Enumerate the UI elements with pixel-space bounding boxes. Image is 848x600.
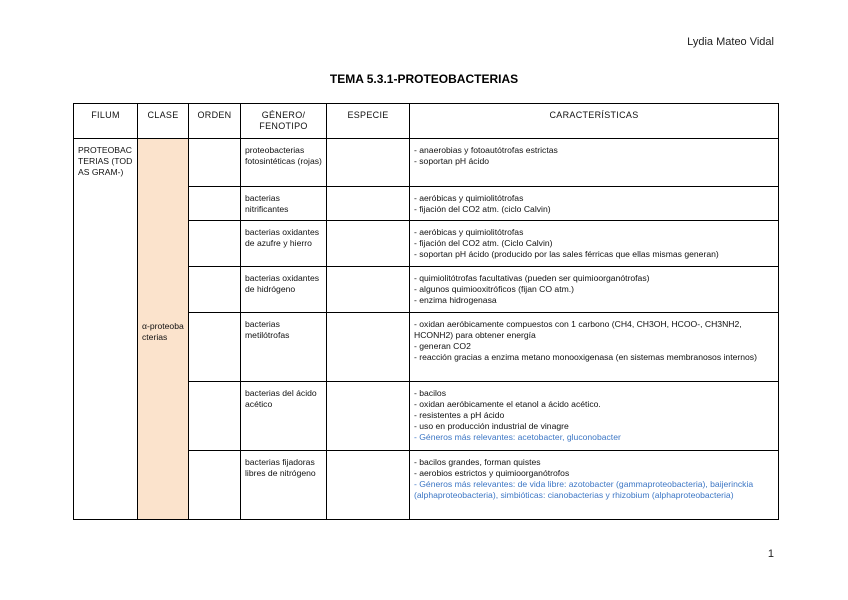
especie-cell	[327, 267, 410, 313]
especie-cell	[327, 139, 410, 187]
header-especie: ESPECIE	[327, 104, 410, 139]
caracteristicas-cell: - anaerobias y fotoautótrofas estrictas - soportan pH ácido	[410, 139, 779, 187]
orden-cell	[189, 187, 241, 221]
caracteristicas-cell: - bacilos grandes, forman quistes - aerobios estrictos y quimioorganótrofos - Géneros más relevantes: de vida libre: azotobacter (gammaproteobacteria), baijerinckia (alphaproteobacteria), simbióticas: cianobacterias y rhizobium (alphaproteobacteria)	[410, 451, 779, 520]
orden-cell	[189, 267, 241, 313]
orden-cell	[189, 451, 241, 520]
header-caracteristicas: CARACTERÍSTICAS	[410, 104, 779, 139]
document-title: TEMA 5.3.1-PROTEOBACTERIAS	[329, 72, 519, 86]
genero-cell: bacterias del ácido acético	[241, 382, 327, 451]
especie-cell	[327, 451, 410, 520]
header-clase: CLASE	[138, 104, 189, 139]
table-row	[74, 139, 779, 187]
proteobacteria-table	[73, 103, 779, 520]
orden-cell	[189, 382, 241, 451]
header-orden: ORDEN	[189, 104, 241, 139]
filum-cell: PROTEOBACTERIAS (TODAS GRAM-)	[74, 139, 138, 520]
especie-cell	[327, 382, 410, 451]
clase-cell: α-proteobacterias	[138, 139, 189, 520]
table-header-row	[74, 104, 779, 139]
page-number: 1	[767, 548, 774, 560]
especie-cell	[327, 313, 410, 382]
author-name: Lydia Mateo Vidal	[687, 36, 774, 48]
orden-cell	[189, 313, 241, 382]
header-filum: FILUM	[74, 104, 138, 139]
genero-cell: bacterias oxidantes de hidrógeno	[241, 267, 327, 313]
highlight-text: - Géneros más relevantes: acetobacter, gluconobacter	[414, 432, 621, 442]
genero-cell: proteobacterias fotosintéticas (rojas)	[241, 139, 327, 187]
genero-cell: bacterias metilótrofas	[241, 313, 327, 382]
especie-cell	[327, 221, 410, 267]
caracteristicas-cell: - quimiolitótrofas facultativas (pueden ser quimioorganótrofas) - algunos quimiooxitróficos (fijan CO atm.) - enzima hidrogenasa	[410, 267, 779, 313]
orden-cell	[189, 221, 241, 267]
caracteristicas-cell: - oxidan aeróbicamente compuestos con 1 carbono (CH4, CH3OH, HCOO-, CH3NH2, HCONH2) para obtener energía - generan CO2 - reacción gracias a enzima metano monooxigenasa (en sistemas membranosos internos)	[410, 313, 779, 382]
genero-cell: bacterias nitrificantes	[241, 187, 327, 221]
header-genero: GÉNERO/ FENOTIPO	[241, 104, 327, 139]
caracteristicas-cell: - bacilos - oxidan aeróbicamente el etanol a ácido acético. - resistentes a pH ácido - uso en producción industrial de vinagre - Géneros más relevantes: acetobacter, gluconobacter	[410, 382, 779, 451]
highlight-text: - Géneros más relevantes: de vida libre: azotobacter (gammaproteobacteria), baijerinckia (alphaproteobacteria), simbióticas: cianobacterias y rhizobium (alphaproteobacteria)	[414, 479, 754, 500]
caracteristicas-cell: - aeróbicas y quimiolitótrofas - fijación del CO2 atm. (ciclo Calvin)	[410, 187, 779, 221]
genero-cell: bacterias fijadoras libres de nitrógeno	[241, 451, 327, 520]
genero-cell: bacterias oxidantes de azufre y hierro	[241, 221, 327, 267]
orden-cell	[189, 139, 241, 187]
especie-cell	[327, 187, 410, 221]
caracteristicas-cell: - aeróbicas y quimiolitótrofas - fijación del CO2 atm. (Ciclo Calvin) - soportan pH ácido (producido por las sales férricas que ellas mismas generan)	[410, 221, 779, 267]
